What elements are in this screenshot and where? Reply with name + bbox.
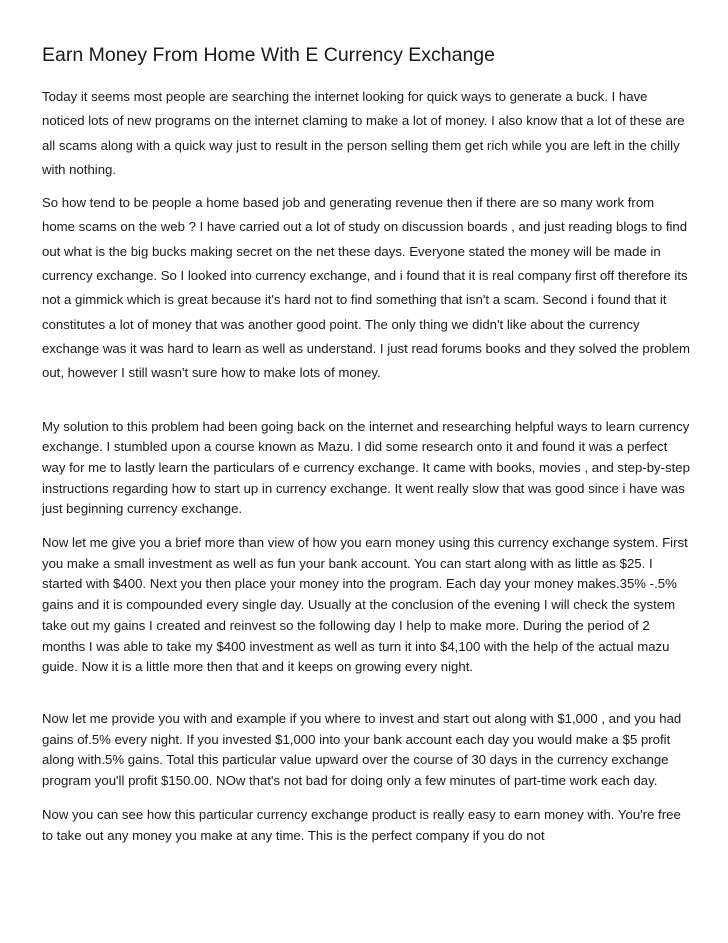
document-page — [42, 40, 690, 846]
document-title: Earn Money From Home With E Currency Exchange — [42, 44, 495, 66]
paragraph-1: Today it seems most people are searching the internet looking for quick ways to generate a buck. I have noticed lots of new programs on the internet claming to make a lot of money. I also know that a lot of these are all scams along with a quick way just to result in the person selling them get rich while you are left in the chilly with nothing. — [42, 89, 685, 177]
paragraph-6: Now you can see how this particular currency exchange product is really easy to earn money with. You're free to take out any money you make at any time. This is the perfect company if you do not — [42, 806, 681, 843]
paragraph-3: My solution to this problem had been going back on the internet and researching helpful ways to learn currency exchange. I stumbled upon a course known as Mazu. I did some research onto it and found it was a perfect way for me to lastly learn the particulars of e currency exchange. It came with books, movies , and step-by-step instructions regarding how to start up in currency exchange. It went really slow that was good since i have was just beginning currency exchange. — [42, 418, 690, 517]
paragraph-2: So how tend to be people a home based job and generating revenue then if there are so many work from home scams on the web ? I have carried out a lot of study on discussion boards , and just reading blogs to find out what is the big bucks making secret on the net these days. Everyone stated the money will be made in currency exchange. So I looked into currency exchange, and i found that it is real company first off therefore its not a gimmick which is great because it's hard not to find something that isn't a scam. Second i found that it constitutes a lot of money that was another good point. The only thing we didn't like about the currency exchange was it was hard to learn as well as understand. I just read forums books and they solved the problem out, however I still wasn't sure how to make lots of money. — [42, 195, 691, 381]
paragraph-5: Now let me provide you with and example if you where to invest and start out along with $1,000 , and you had gains of.5% every night. If you invested $1,000 into your bank account each day you would make a $5 profit along with.5% gains. Total this particular value upward over the course of 30 days in the currency exchange program you'll profit $150.00. NOw that's not bad for doing only a few minutes of part-time work each day. — [42, 711, 682, 789]
paragraph-4: Now let me give you a brief more than view of how you earn money using this currency exchange system. First you make a small investment as well as fun your bank account. You can start along with as little as $25. I started with $400. Next you then place your money into the program. Each day your money makes.35% -.5% gains and it is compounded every single day. Usually at the conclusion of the evening I will check the system take out my gains I created and reinvest so the following day I help to make more. During the period of 2 months I was able to take my $400 investment as well as turn it into $4,100 with the help of the actual mazu guide. Now it is a little more then that and it keeps on growing every night. — [42, 535, 688, 675]
